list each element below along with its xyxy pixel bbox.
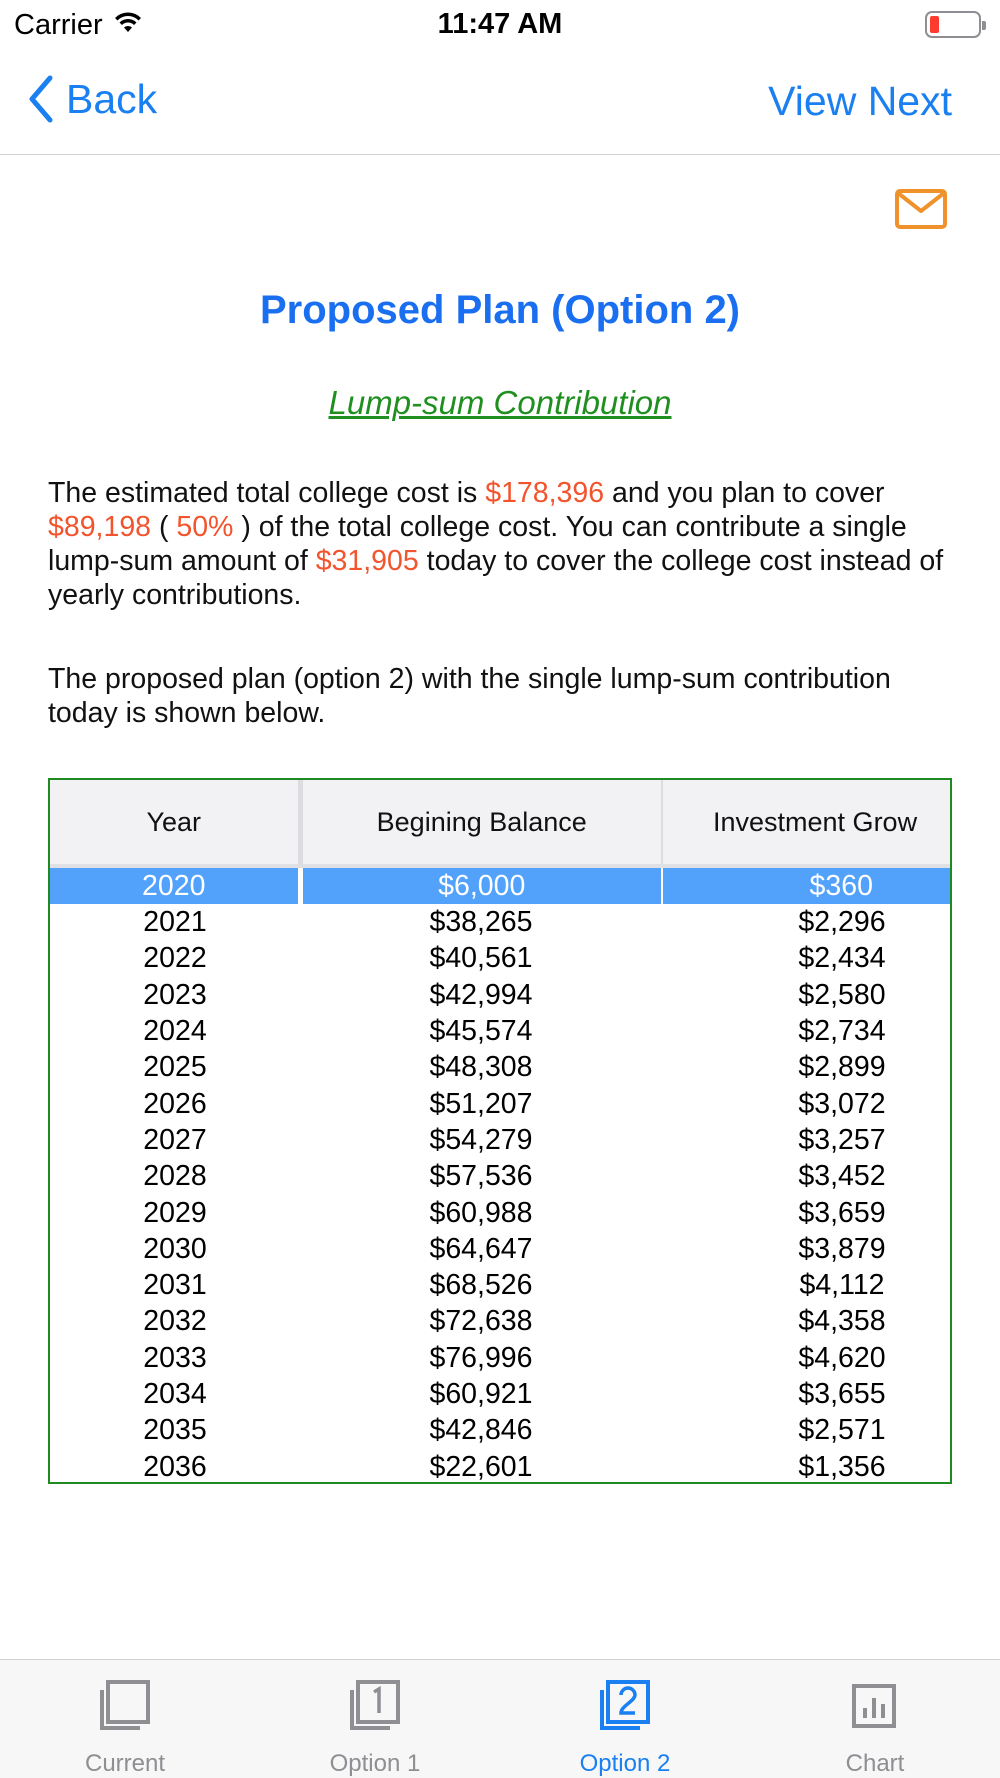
table-row[interactable]	[50, 1013, 952, 1049]
year-cell: 2024	[143, 1015, 207, 1048]
table-row[interactable]	[50, 940, 952, 976]
investment-growth-cell: $1,356	[798, 1450, 886, 1483]
plan-description-text: The proposed plan (option 2) with the single lump-sum contribution today is shown below.	[48, 663, 891, 729]
year-cell: 2025	[143, 1051, 207, 1084]
year-cell: 2032	[143, 1305, 207, 1338]
beginning-balance-cell: $45,574	[429, 1015, 533, 1048]
investment-growth-cell: $4,620	[798, 1341, 886, 1374]
investment-growth-cell: $3,655	[798, 1378, 886, 1410]
beginning-balance-cell: $40,561	[429, 942, 533, 975]
table-row[interactable]	[50, 1049, 952, 1085]
clock: 11:47 AM	[437, 8, 563, 40]
plan-table[interactable]	[48, 778, 952, 1484]
beginning-balance-cell: $38,265	[429, 906, 533, 939]
battery-icon	[925, 11, 981, 38]
navigation-bar	[0, 50, 1000, 155]
table-row[interactable]	[50, 1085, 952, 1121]
table-row[interactable]	[50, 1303, 952, 1339]
beginning-balance-cell: $48,308	[429, 1051, 533, 1084]
investment-growth-cell: $3,879	[798, 1232, 886, 1265]
table-row[interactable]	[50, 1340, 952, 1376]
table-row[interactable]	[50, 1267, 952, 1303]
table-row[interactable]	[50, 866, 952, 904]
chart-icon	[846, 1678, 902, 1734]
beginning-balance-cell: $64,647	[429, 1232, 533, 1265]
year-cell: 2035	[143, 1414, 207, 1447]
beginning-balance-cell: $57,536	[429, 1160, 533, 1193]
beginning-balance-cell: $51,207	[429, 1087, 533, 1120]
cover-amount-value: $89,198	[48, 511, 152, 543]
investment-growth-cell: $3,072	[798, 1087, 886, 1120]
table-row[interactable]	[50, 977, 952, 1013]
table-row[interactable]	[50, 1231, 952, 1267]
page-title: Proposed Plan (Option 2)	[259, 288, 741, 332]
year-cell: 2021	[143, 906, 207, 939]
view-next-button[interactable]: View Next	[768, 78, 952, 124]
lump-sum-value: $31,905	[315, 545, 419, 577]
table-header-row	[50, 780, 952, 866]
table-row[interactable]	[50, 1122, 952, 1158]
carrier-label: Carrier	[14, 9, 103, 41]
investment-growth-cell: $2,580	[798, 978, 886, 1011]
table-row[interactable]	[50, 1194, 952, 1230]
tab-bar	[0, 1659, 1000, 1778]
table-row[interactable]	[50, 1158, 952, 1194]
year-cell: 2028	[143, 1160, 207, 1193]
table-row[interactable]	[50, 1448, 952, 1484]
year-cell: 2026	[143, 1087, 207, 1120]
investment-growth-cell: $3,659	[798, 1196, 886, 1229]
header-investment-growth: Investment Grow	[662, 780, 952, 866]
beginning-balance-cell: $72,638	[429, 1305, 533, 1338]
back-button[interactable]	[28, 75, 157, 123]
cover-percent-value: 50%	[176, 511, 234, 543]
mail-icon[interactable]	[895, 189, 947, 229]
status-bar	[0, 0, 1000, 50]
beginning-balance-cell: $42,994	[429, 978, 533, 1011]
tab-chart[interactable]	[750, 1660, 1000, 1778]
year-cell: 2027	[143, 1123, 207, 1156]
table-row[interactable]	[50, 904, 952, 940]
investment-growth-cell: $4,358	[798, 1305, 886, 1338]
current-icon	[96, 1678, 152, 1734]
table-row[interactable]	[50, 1412, 952, 1448]
tab-option-2[interactable]	[500, 1660, 750, 1778]
option-2-icon	[596, 1678, 652, 1734]
beginning-balance-cell: $68,526	[429, 1269, 533, 1302]
chevron-left-icon	[28, 75, 54, 123]
tab-current[interactable]	[0, 1660, 250, 1778]
investment-growth-cell: $3,452	[798, 1160, 886, 1193]
beginning-balance-cell: $54,279	[429, 1123, 533, 1156]
tab-chart-label: Chart	[845, 1750, 905, 1777]
beginning-balance-cell: $60,988	[429, 1196, 533, 1229]
investment-growth-cell: $4,112	[799, 1269, 885, 1302]
year-cell: 2023	[143, 978, 207, 1011]
beginning-balance-cell: $60,921	[429, 1378, 533, 1410]
investment-growth-cell: $3,257	[798, 1123, 886, 1156]
header-year: Year	[50, 780, 300, 866]
year-cell: 2034	[143, 1378, 207, 1410]
back-label: Back	[66, 75, 158, 122]
table-row[interactable]	[50, 1376, 952, 1412]
header-beginning-balance: Begining Balance	[300, 780, 662, 866]
investment-growth-cell: $2,899	[798, 1051, 886, 1084]
tab-current-label: Current	[84, 1750, 166, 1777]
investment-growth-cell: $360	[662, 866, 952, 904]
year-cell: 2020	[50, 866, 300, 904]
option-1-icon	[346, 1678, 402, 1734]
investment-growth-cell: $2,434	[798, 942, 886, 975]
beginning-balance-cell: $22,601	[429, 1450, 533, 1483]
tab-option-1-label: Option 1	[329, 1750, 421, 1777]
investment-growth-cell: $2,734	[798, 1015, 886, 1048]
beginning-balance-cell: $6,000	[300, 866, 662, 904]
tab-option-1[interactable]	[250, 1660, 500, 1778]
year-cell: 2036	[143, 1450, 207, 1483]
year-cell: 2031	[143, 1269, 207, 1302]
total-cost-value: $178,396	[485, 477, 605, 509]
tab-option-2-label: Option 2	[579, 1750, 671, 1777]
beginning-balance-cell: $42,846	[429, 1414, 533, 1447]
investment-growth-cell: $2,296	[798, 906, 886, 939]
cost-summary-text: The estimated total college cost is $178,396 and you plan to cover $89,198 ( 50% ) of the total college cost. You can contribute a single lump-sum amount of $31,905 today to cover the college cost instead of yearly contributions.	[48, 477, 944, 611]
year-cell: 2033	[143, 1341, 207, 1374]
year-cell: 2030	[143, 1232, 207, 1265]
beginning-balance-cell: $76,996	[429, 1341, 533, 1374]
year-cell: 2029	[143, 1196, 207, 1229]
investment-growth-cell: $2,571	[798, 1414, 886, 1447]
year-cell: 2022	[143, 942, 207, 975]
section-subtitle: Lump-sum Contribution	[328, 384, 672, 421]
